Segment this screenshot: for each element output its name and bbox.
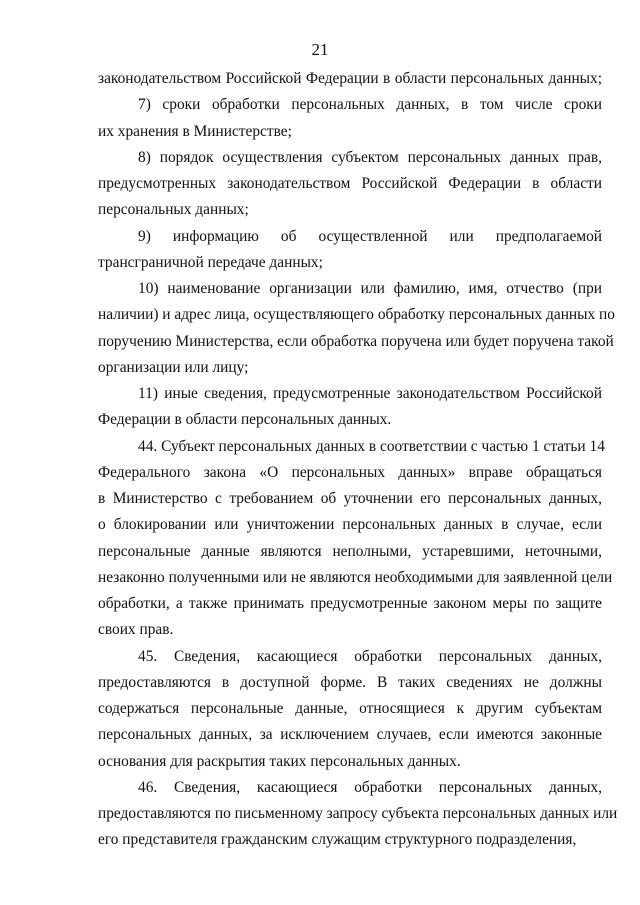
text-line: предусмотренных законодательством Российской Федерации в области bbox=[98, 175, 602, 192]
text-line: персональные данные являются неполными, устаревшими, неточными, bbox=[98, 542, 602, 560]
text-line: законодательством Российской Федерации в области персональных данных; bbox=[98, 70, 602, 87]
text-line: основания для раскрытия таких персональных данных. bbox=[98, 752, 461, 770]
text-line: организации или лицу; bbox=[98, 358, 249, 376]
text-line: предоставляются по письменному запросу субъекта персональных данных или bbox=[98, 805, 618, 822]
paragraph bbox=[98, 92, 602, 145]
text-line: 10) наименование организации или фамилию, имя, отчество (при bbox=[138, 280, 602, 297]
text-line: 7) сроки обработки персональных данных, в том числе сроки bbox=[138, 96, 602, 114]
text-line: наличии) и адрес лица, осуществляющего обработку персональных данных по bbox=[98, 306, 615, 324]
text-line: его представителя гражданским служащим структурного подразделения, bbox=[98, 831, 577, 849]
text-line: в Министерство с требованием об уточнении его персональных данных, bbox=[98, 490, 602, 507]
paragraph bbox=[98, 434, 613, 644]
paragraph bbox=[98, 145, 602, 224]
text-line: персональных данных, за исключением случаев, если имеются законные bbox=[98, 726, 602, 744]
text-line: 9) информацию об осуществленной или предполагаемой bbox=[138, 227, 602, 245]
paragraph bbox=[98, 381, 602, 434]
text-line: Федерального закона «О персональных данных» вправе обращаться bbox=[98, 463, 602, 481]
text-line: Федерации в области персональных данных. bbox=[98, 411, 392, 429]
paragraph bbox=[98, 224, 602, 277]
text-line: персональных данных; bbox=[98, 201, 249, 219]
text-line: незаконно полученными или не являются необходимыми для заявленной цели bbox=[98, 568, 613, 586]
text-line: о блокировании или уничтожении персональных данных в случае, если bbox=[98, 516, 602, 534]
text-line: поручению Министерства, если обработка поручена или будет поручена такой bbox=[98, 332, 614, 350]
page-number: 21 bbox=[311, 40, 329, 59]
text-line: содержаться персональные данные, относящиеся к другим субъектам bbox=[98, 700, 602, 717]
text-line: 11) иные сведения, предусмотренные законодательством Российской bbox=[138, 385, 602, 402]
text-line: их хранения в Министерстве; bbox=[98, 122, 292, 140]
text-line: трансграничной передаче данных; bbox=[98, 253, 323, 271]
text-line: предоставляются в доступной форме. В таких сведениях не должны bbox=[98, 673, 602, 691]
text-line: обработки, а также принимать предусмотренные законом меры по защите bbox=[98, 595, 602, 612]
text-line: 45. Сведения, касающиеся обработки персональных данных, bbox=[138, 647, 602, 665]
text-line: 46. Сведения, касающиеся обработки персональных данных, bbox=[138, 778, 602, 796]
body-text bbox=[98, 66, 618, 854]
text-line: 8) порядок осуществления субъектом персональных данных прав, bbox=[138, 148, 602, 166]
paragraph bbox=[98, 66, 602, 92]
paragraph bbox=[98, 644, 602, 775]
paragraph bbox=[98, 775, 618, 854]
paragraph bbox=[98, 276, 615, 381]
text-line: 44. Субъект персональных данных в соответствии с частью 1 статьи 14 bbox=[138, 437, 605, 455]
text-line: своих прав. bbox=[98, 621, 174, 639]
